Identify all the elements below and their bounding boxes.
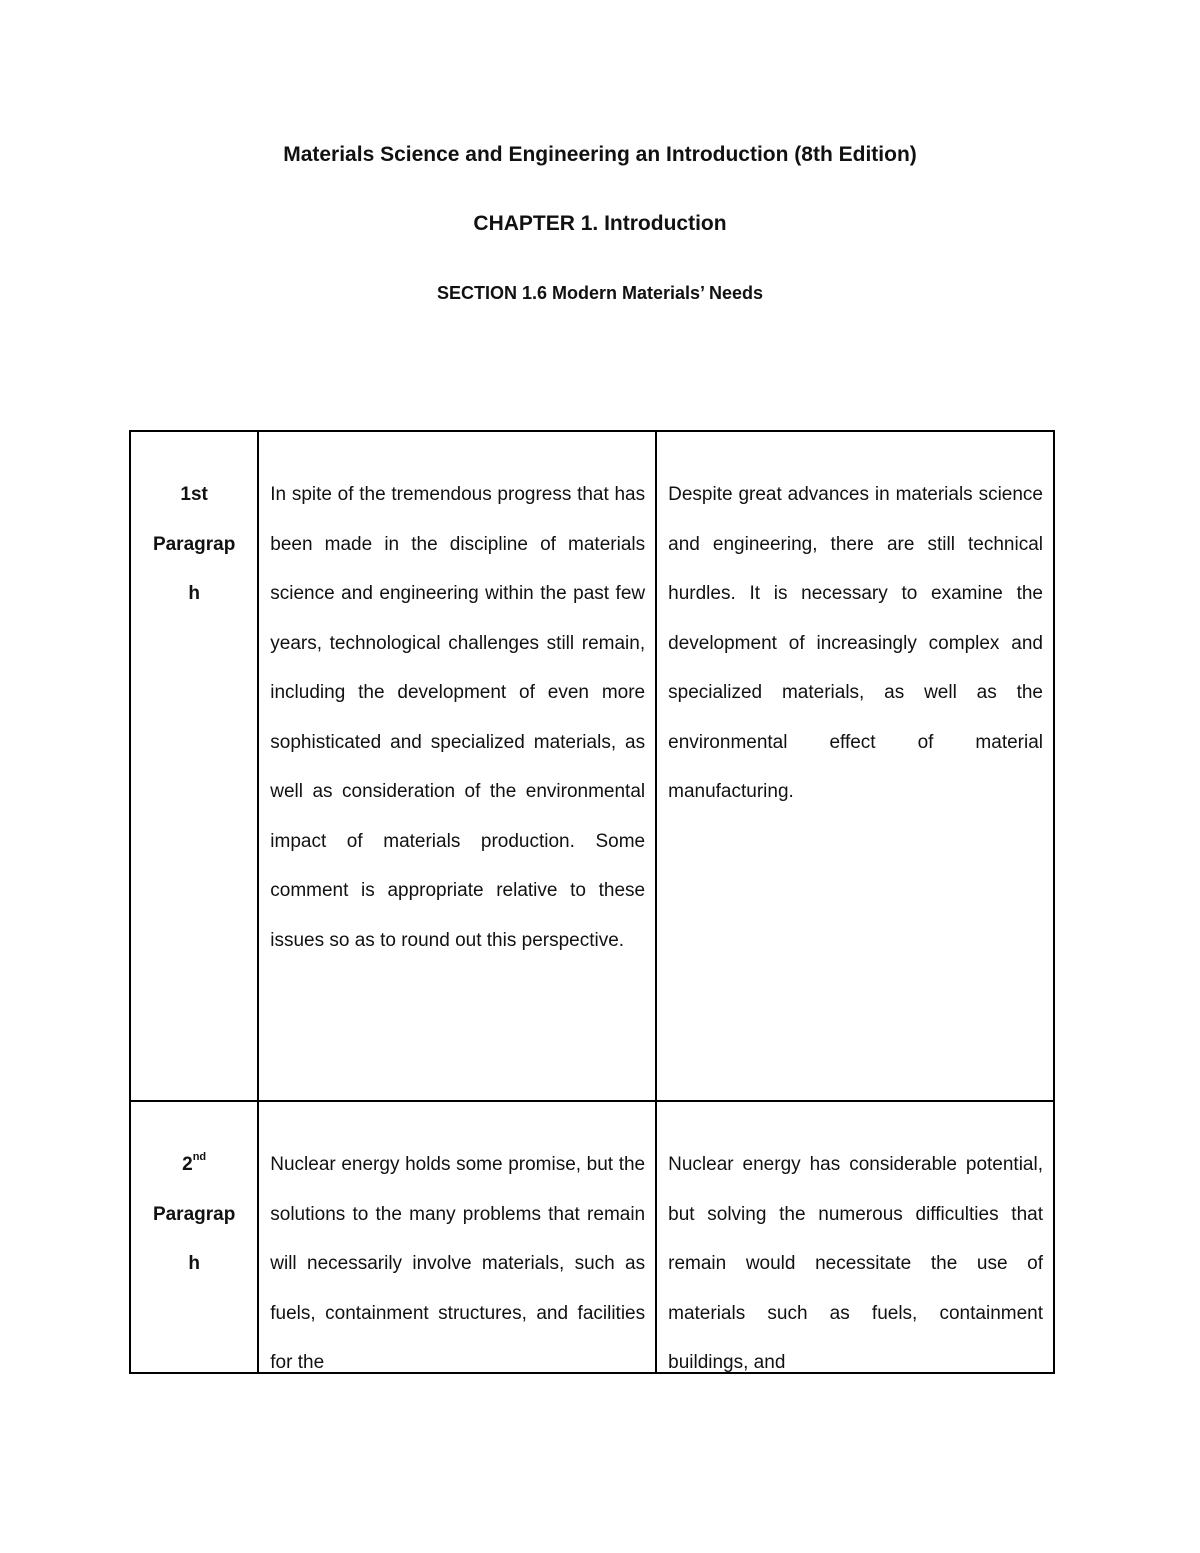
paragraph-label-word: Paragrap — [152, 1203, 236, 1225]
table-row — [130, 1101, 1054, 1373]
table-row — [130, 431, 1054, 1101]
paraphrased-text-cell — [656, 1101, 1054, 1373]
paragraph-label-cell — [130, 1101, 258, 1373]
paragraph-label-number: 1st — [180, 484, 208, 505]
paragraph-label-tail: h — [188, 1253, 200, 1274]
original-text: Nuclear energy holds some promise, but the solutions to the many problems that remain will necessarily involve materials, such as fuels, containment structures, and facilities for the — [270, 1154, 646, 1372]
original-text: In spite of the tremendous progress that has been made in the discipline of materials science and engineering within the past few years, technological challenges still remain, including the development of even more sophisticated and specialized materials, as well as consideration of the environmental impact of materials production. Some comment is appropriate relative to these issues so as to round out this perspective. — [270, 484, 646, 951]
paraphrased-text: Despite great advances in materials science and engineering, there are still technical hurdles. It is necessary to examine the development of increasingly complex and specialized materials, as well as the environmental effect of material manufacturing. — [668, 484, 1043, 802]
paragraph-label-tail: h — [188, 583, 200, 604]
document-title: Materials Science and Engineering an Introduction (8th Edition) — [283, 143, 917, 166]
original-text-cell — [258, 1101, 656, 1373]
paragraph-label-cell — [130, 431, 258, 1101]
section-title: SECTION 1.6 Modern Materials’ Needs — [436, 283, 764, 303]
chapter-title: CHAPTER 1. Introduction — [473, 212, 727, 235]
paragraph-label-number: 2nd — [182, 1150, 207, 1175]
paraphrased-text: Nuclear energy has considerable potential, but solving the numerous difficulties that remain would necessitate the use of materials such as fuels, containment buildings, and — [668, 1154, 1043, 1372]
paragraph-comparison-table — [129, 430, 1055, 1374]
original-text-cell — [258, 431, 656, 1101]
paraphrased-text-cell — [656, 431, 1054, 1101]
paragraph-label-word: Paragrap — [152, 533, 236, 555]
